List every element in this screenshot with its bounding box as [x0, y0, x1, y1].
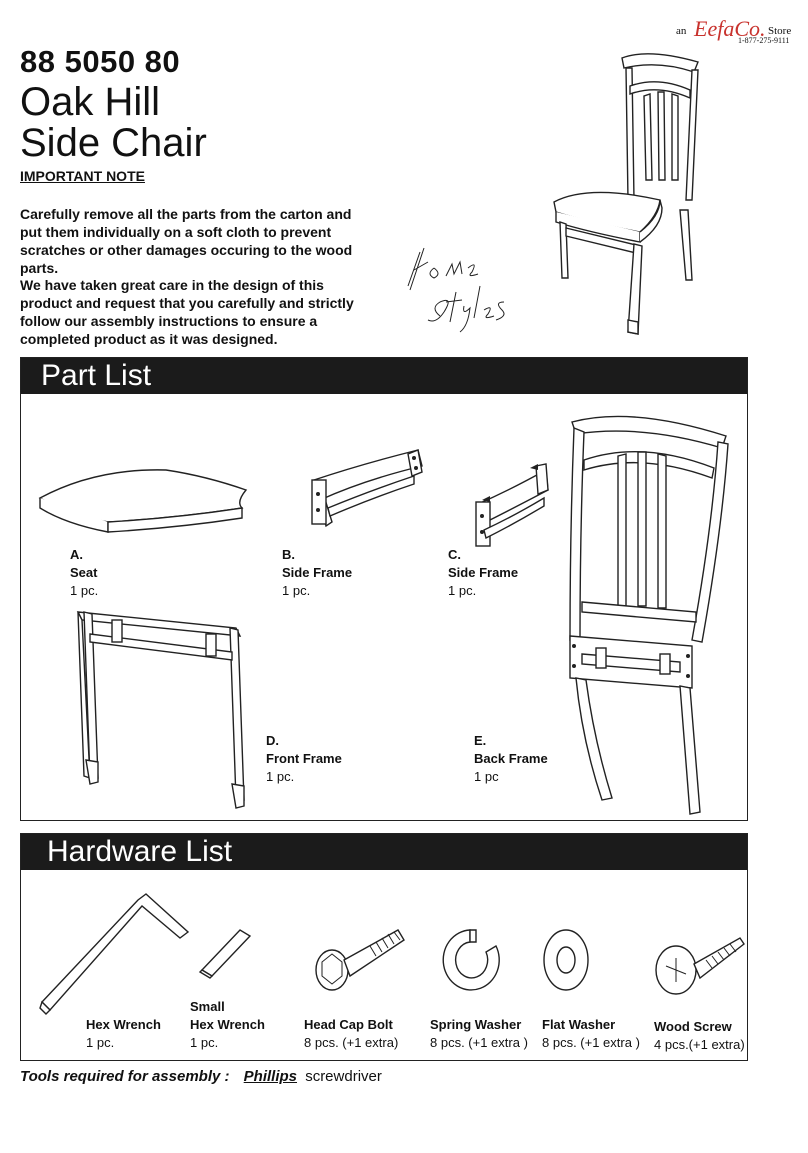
part-a-letter: A.	[70, 547, 83, 562]
seat-part-icon	[36, 462, 256, 538]
hex-wrench-qty: 1 pc.	[86, 1035, 115, 1050]
store-prefix: an	[676, 25, 687, 37]
flat-washer-icon	[540, 924, 594, 998]
care-paragraph: Carefully remove all the parts from the carton and put them individually on a soft cloth to prevent scratches or other damages occuring to the wood parts.	[20, 206, 353, 276]
wood-screw-name: Wood Screw	[654, 1019, 732, 1034]
small-hex-wrench-qty: 1 pc.	[190, 1035, 219, 1050]
tool-screwdriver: screwdriver	[305, 1068, 382, 1085]
home-styles-logo	[400, 246, 530, 336]
store-logo	[676, 16, 794, 48]
part-c-name: Side Frame	[448, 565, 519, 580]
wood-screw-icon	[650, 930, 746, 1004]
product-title-line2: Side Chair	[20, 121, 207, 165]
hex-wrench-label	[86, 1016, 161, 1052]
product-sku: 88 5050 80	[20, 44, 181, 79]
part-c-label	[448, 546, 518, 600]
part-list-header-bar	[21, 358, 747, 394]
part-b-name: Side Frame	[282, 565, 353, 580]
part-e-label	[474, 732, 548, 786]
bolt-qty: 8 pcs. (+1 extra)	[304, 1035, 399, 1050]
small-hex-wrench-icon	[198, 926, 254, 980]
assembled-chair-illustration	[548, 50, 708, 346]
part-list-title: Part List	[41, 359, 152, 392]
instructions-paragraph: We have taken great care in the design of this product and request that you carefully and strictly follow our assembly instructions to ensure a completed product as it was designed.	[20, 277, 354, 347]
part-e-qty: 1 pc	[474, 769, 499, 784]
part-b-letter: B.	[282, 547, 295, 562]
product-title-line1: Oak Hill	[20, 80, 161, 124]
wood-screw-label	[654, 1018, 745, 1054]
tool-phillips: Phillips	[243, 1068, 298, 1085]
part-b-label	[282, 546, 352, 600]
small-hex-wrench-label	[190, 998, 265, 1052]
important-note-heading: IMPORTANT NOTE	[20, 168, 145, 184]
store-phone: 1-877-275-9111	[738, 36, 790, 45]
hex-wrench-name: Hex Wrench	[86, 1017, 161, 1032]
part-b-qty: 1 pc.	[282, 583, 311, 598]
part-c-letter: C.	[448, 547, 461, 562]
flat-washer-qty: 8 pcs. (+1 extra )	[542, 1035, 640, 1050]
bolt-name: Head Cap Bolt	[304, 1017, 393, 1032]
hardware-list-title: Hardware List	[47, 835, 233, 868]
part-d-letter: D.	[266, 733, 279, 748]
part-d-name: Front Frame	[266, 751, 342, 766]
part-d-qty: 1 pc.	[266, 769, 295, 784]
store-brand: EefaCo.	[694, 16, 766, 41]
part-c-qty: 1 pc.	[448, 583, 477, 598]
part-a-label	[70, 546, 98, 600]
store-suffix: Store	[768, 25, 792, 37]
back-frame-icon	[562, 410, 736, 822]
hardware-list-header-bar	[21, 834, 747, 870]
spring-washer-qty: 8 pcs. (+1 extra )	[430, 1035, 528, 1050]
spring-washer-name: Spring Washer	[430, 1017, 522, 1032]
side-frame-b-icon	[302, 446, 434, 530]
hex-wrench-icon	[38, 892, 194, 1016]
flat-washer-label	[542, 1016, 640, 1052]
tools-required-label: Tools required for assembly :	[20, 1068, 230, 1085]
spring-washer-label	[430, 1016, 528, 1052]
small-hex-wrench-name-line2: Hex Wrench	[190, 1017, 265, 1032]
wood-screw-qty: 4 pcs.(+1 extra)	[654, 1037, 745, 1052]
part-a-name: Seat	[70, 565, 98, 580]
part-a-qty: 1 pc.	[70, 583, 99, 598]
bolt-label	[304, 1016, 398, 1052]
bolt-icon	[308, 920, 408, 996]
tools-required-line	[20, 1068, 382, 1085]
spring-washer-icon	[440, 926, 506, 996]
small-hex-wrench-name-line1: Small	[190, 999, 225, 1014]
part-d-label	[266, 732, 342, 786]
flat-washer-name: Flat Washer	[542, 1017, 616, 1032]
side-frame-c-icon	[470, 460, 554, 548]
part-e-letter: E.	[474, 733, 487, 748]
part-e-name: Back Frame	[474, 751, 548, 766]
front-frame-icon	[72, 608, 252, 818]
